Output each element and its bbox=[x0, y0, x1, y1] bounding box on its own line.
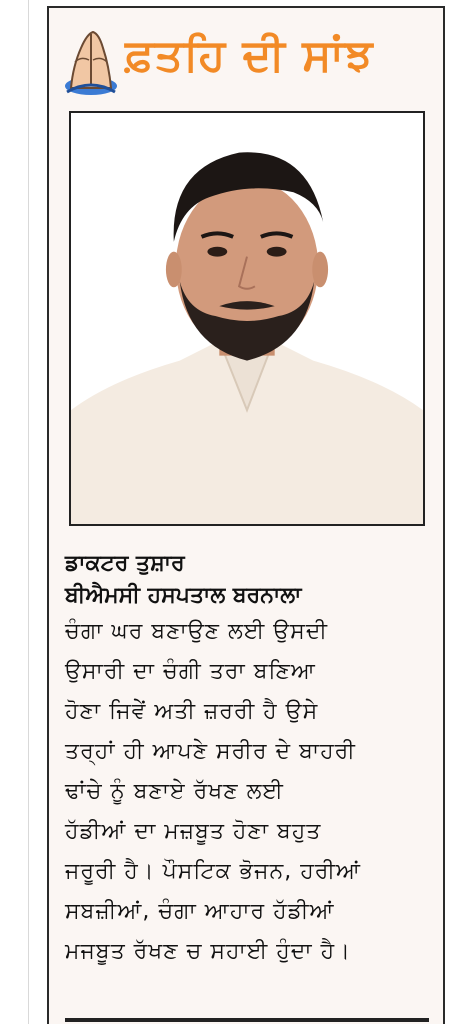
author-name: ਡਾਕਟਰ ਤੁਸ਼ਾਰ bbox=[65, 551, 185, 576]
section-title: ਫ਼ਤਹਿ ਦੀ ਸਾਂਝ bbox=[125, 30, 374, 81]
body-line: ਢਾਂਚੇ ਨੂੰ ਬਣਾਏ ਰੱਖਣ ਲਈ bbox=[65, 779, 284, 804]
body-line: ਜਰੂਰੀ ਹੈ। ਪੌਸਟਿਕ ਭੋਜਨ, ਹਰੀਆਂ bbox=[65, 859, 361, 884]
article-text bbox=[65, 548, 435, 972]
article-card bbox=[47, 6, 445, 1024]
page-edge-line bbox=[28, 0, 29, 1024]
body-line: ਮਜਬੂਤ ਰੱਖਣ ਚ ਸਹਾਈ ਹੁੰਦਾ ਹੈ। bbox=[65, 939, 351, 964]
folded-hands-icon bbox=[63, 26, 119, 96]
body-line: ਤਰ੍ਹਾਂ ਹੀ ਆਪਣੇ ਸਰੀਰ ਦੇ ਬਾਹਰੀ bbox=[65, 739, 356, 764]
portrait-photo bbox=[69, 111, 425, 526]
body-line: ਹੱਡੀਆਂ ਦਾ ਮਜ਼ਬੂਤ ਹੋਣਾ ਬਹੁਤ bbox=[65, 819, 322, 844]
body-line: ਚੰਗਾ ਘਰ ਬਣਾਉਣ ਲਈ ਉਸਦੀ bbox=[65, 619, 329, 644]
body-line: ਉਸਾਰੀ ਦਾ ਚੰਗੀ ਤਰਾ ਬਣਿਆ bbox=[65, 659, 316, 684]
body-line: ਸਬਜ਼ੀਆਂ, ਚੰਗਾ ਆਹਾਰ ਹੱਡੀਆਂ bbox=[65, 899, 335, 924]
header bbox=[49, 22, 443, 102]
bottom-divider bbox=[65, 1018, 429, 1022]
author-affiliation: ਬੀਐਮਸੀ ਹਸਪਤਾਲ ਬਰਨਾਲਾ bbox=[65, 583, 302, 608]
body-line: ਹੋਣਾ ਜਿਵੇਂ ਅਤੀ ਜ਼ਰਰੀ ਹੈ ਉਸੇ bbox=[65, 699, 319, 724]
